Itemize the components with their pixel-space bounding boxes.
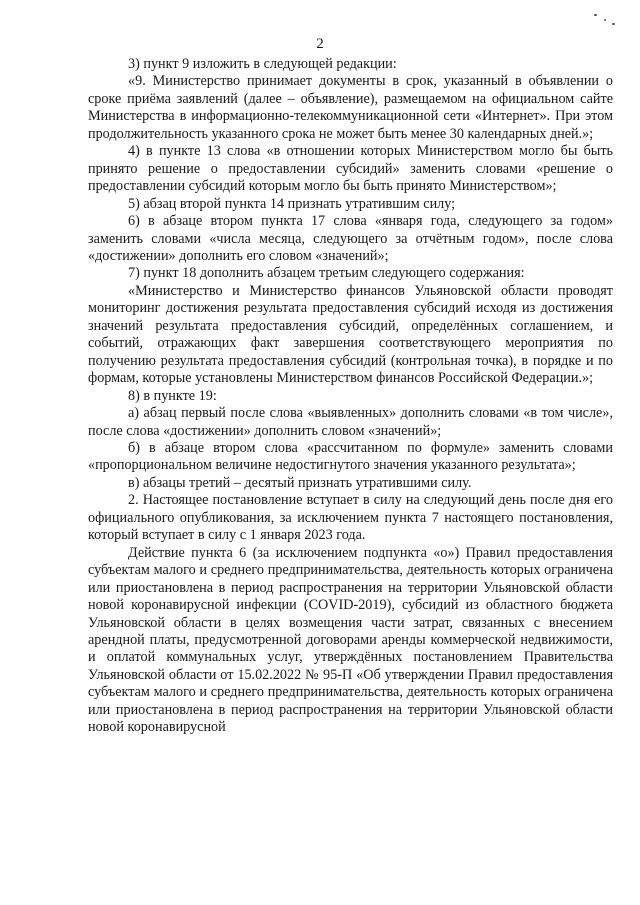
paragraph-item-6: 6) в абзаце втором пункта 17 слова «января года, следующего за годом» заменить словами «числа месяца, следующего за отчётным годом», после слова «достижении» дополнить его словом «значений»; <box>88 213 613 264</box>
paragraph-item-3: 3) пункт 9 изложить в следующей редакции: <box>128 56 397 72</box>
scan-speck <box>612 23 615 25</box>
paragraph-rules-effect: Действие пункта 6 (за исключением подпункта «о») Правил предоставления субъектам малого и среднего предпринимательства, деятельность которых ограничена или приостановлена в период распространения на территории Ульяновской области новой коронавирусной инфекции (COVID-2019), субсидий из областного бюджета Ульяновской области в целях возмещения части затрат, связанных с внесением арендной платы, предусмотренной договорами аренды коммерческой недвижимости, и оплатой коммунальных услуг, утверждённых постановлением Правительства Ульяновской области от 15.02.2022 № 95-П «Об утверждении Правил предоставления субъектам малого и среднего предпринимательства, деятельность которых ограничена или приостановлена в период распространения на территории Ульяновской области новой коронавирусной <box>88 544 613 736</box>
document-body <box>88 56 613 737</box>
scan-speck <box>594 14 597 16</box>
paragraph-item-7: 7) пункт 18 дополнить абзацем третьим следующего содержания: <box>128 265 525 282</box>
paragraph-item-5: 5) абзац второй пункта 14 признать утратившим силу; <box>128 195 456 212</box>
paragraph-item-8: 8) в пункте 19: <box>128 387 217 404</box>
scan-speck <box>604 19 606 21</box>
page-number: 2 <box>316 36 324 52</box>
paragraph-subitem-b: б) в абзаце втором слова «рассчитанном по формуле» заменить словами «пропорциональном величине недостигнутого значения указанного результата»; <box>88 439 613 474</box>
paragraph-effective-date: 2. Настоящее постановление вступает в силу на следующий день после дня его официального опубликования, за исключением пункта 7 настоящего постановления, который вступает в силу с 1 января 2023 года. <box>88 492 613 544</box>
paragraph-monitoring-quote: «Министерство и Министерство финансов Ульяновской области проводят мониторинг достижения результата предоставления субсидий исходя из достижения значений результата предоставления субсидий, определённых соглашением, и событий, отражающих факт завершения соответствующего мероприятия по получению результата предоставления субсидий (контрольная точка), в порядке и по формам, которые установлены Министерством финансов Российской Федерации.»; <box>88 282 613 387</box>
paragraph-item-9-text: «9. Министерство принимает документы в срок, указанный в объявлении о сроке приёма заявлений (далее – объявление), размещаемом на официальном сайте Министерства в информационно-телекоммуникационной сети «Интернет». При этом продолжительность указанного срока не может быть менее 30 календарных дней.»; <box>88 73 613 142</box>
paragraph-subitem-v: в) абзацы третий – десятый признать утратившими силу. <box>128 474 472 491</box>
paragraph-subitem-a: а) абзац первый после слова «выявленных» дополнить словами «в том числе», после слова «достижении» дополнить словом «значений»; <box>88 405 613 439</box>
paragraph-item-4: 4) в пункте 13 слова «в отношении которых Министерством могло бы быть принято решение о предоставлении субсидий» заменить словами «решение о предоставлении субсидий которым могло бы быть принято Министерством»; <box>88 143 613 195</box>
